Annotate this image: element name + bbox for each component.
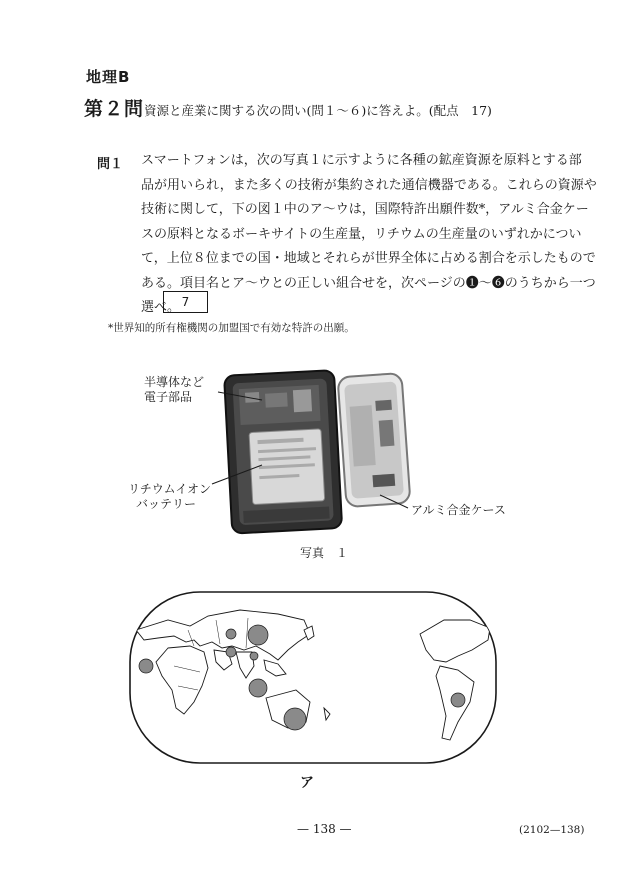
subquestion-label: 問１ <box>97 157 124 172</box>
data-circle <box>451 693 465 707</box>
label-semiconductor: 半導体など 電子部品 <box>144 375 205 404</box>
question-line: 選べ。 <box>141 300 181 315</box>
question-instructions: 資源と産業に関する次の問い(問１～６)に答えよ。(配点 17) <box>144 103 492 118</box>
footnote: *世界知的所有権機関の加盟国で有効な特許の出願。 <box>108 322 355 334</box>
label-battery: リチウムイオン バッテリー <box>128 482 212 511</box>
question-line: スマートフォンは，次の写真１に示すように各種の鉱産資源を原料とする部 <box>141 153 582 168</box>
data-circle <box>250 652 258 660</box>
question-line: 技術に関して，下の図１中のア～ウは，国際特許出願件数*，アルミ合金ケー <box>141 202 589 217</box>
data-circle <box>249 679 267 697</box>
question-number: 第２問 <box>84 98 145 120</box>
data-circle <box>226 647 236 657</box>
data-circle <box>284 708 306 730</box>
page-number: — 138 — <box>297 822 352 836</box>
question-line: 品が用いられ，また多くの技術が集約された通信機器である。これらの資源や <box>141 177 597 193</box>
map-label: ア <box>300 775 314 791</box>
answer-box[interactable]: 7 <box>163 291 208 313</box>
data-circle <box>139 659 153 673</box>
subject-title: 地理B <box>86 68 131 86</box>
data-circle <box>226 629 236 639</box>
question-line: スの原料となるボーキサイトの生産量，リチウムの生産量のいずれかについ <box>141 226 582 242</box>
world-map <box>128 590 498 765</box>
exam-code: (2102—138) <box>519 824 585 836</box>
photo-caption: 写真 １ <box>300 546 349 560</box>
question-line: ある。項目名とア～ウとの正しい組合せを，次ページの❶～❻のうちから一つ <box>141 275 596 291</box>
question-line: て，上位８位までの国・地域とそれらが世界全体に占める割合を示したもので <box>141 251 596 266</box>
label-case: アルミ合金ケース <box>411 503 506 517</box>
data-circle <box>248 625 268 645</box>
